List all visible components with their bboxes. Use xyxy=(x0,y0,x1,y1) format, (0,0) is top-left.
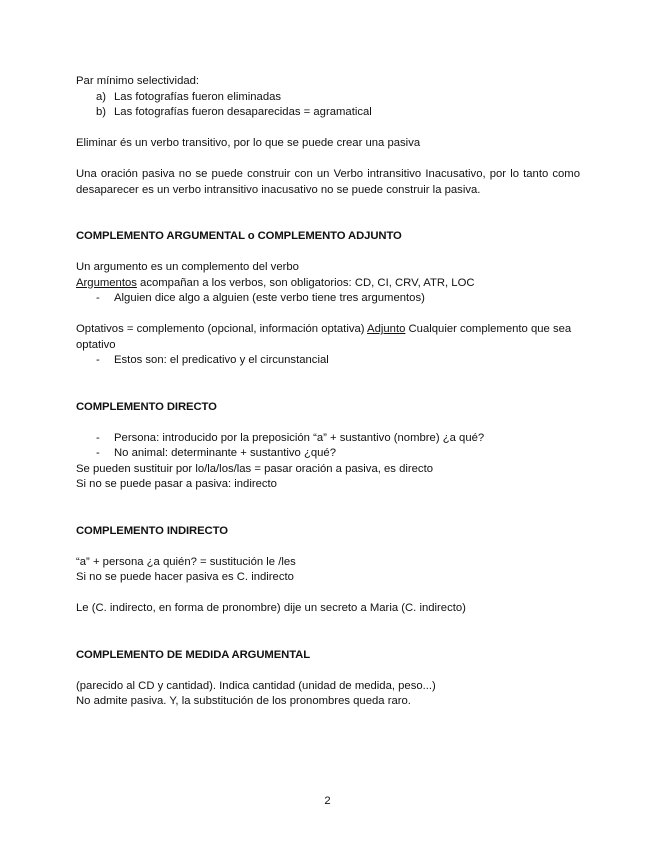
example-list xyxy=(76,90,580,121)
paragraph: Una oración pasiva no se puede construir con un Verbo intransitivo Inacusativo, por lo tanto como desaparecer es un verbo intransitivo inacusativo no se puede construir la pasiva. xyxy=(76,168,580,196)
list-item: - Estos son: el predicativo y el circunstancial xyxy=(96,354,329,366)
underlined-term: Argumentos xyxy=(76,276,137,289)
paragraph: Argumentos acompañan a los verbos, son obligatorios: CD, CI, CRV, ATR, LOC xyxy=(76,276,475,289)
section-heading: COMPLEMENTO ARGUMENTAL o COMPLEMENTO ADJUNTO xyxy=(76,230,402,242)
list-item: - No animal: determinante + sustantivo ¿qué? xyxy=(96,447,336,459)
paragraph: Se pueden sustituir por lo/la/los/las = pasar oración a pasiva, es directo xyxy=(76,462,433,475)
dash-list xyxy=(76,291,580,307)
paragraph: “a” + persona ¿a quién? = sustitución le /les xyxy=(76,555,296,568)
intro-line: Par mínimo selectividad: xyxy=(76,75,200,87)
section-heading: COMPLEMENTO INDIRECTO xyxy=(76,524,228,537)
section-heading: COMPLEMENTO DIRECTO xyxy=(76,400,217,413)
dash-list xyxy=(76,431,580,462)
list-item: b) Las fotografías fueron desaparecidas = agramatical xyxy=(76,105,580,121)
document-page xyxy=(76,74,580,710)
paragraph: (parecido al CD y cantidad). Indica cantidad (unidad de medida, peso...) xyxy=(76,679,436,692)
list-marker: a) xyxy=(96,90,107,103)
list-item: a) Las fotografías fueron eliminadas xyxy=(76,90,580,106)
paragraph: Un argumento es un complemento del verbo xyxy=(76,261,299,273)
dash-list xyxy=(76,353,580,369)
paragraph: Eliminar és un verbo transitivo, por lo que se puede crear una pasiva xyxy=(76,137,421,149)
underlined-term: Adjunto xyxy=(367,323,406,335)
section-heading: COMPLEMENTO DE MEDIDA ARGUMENTAL xyxy=(76,648,311,661)
paragraph: Si no se puede hacer pasiva es C. indirecto xyxy=(76,571,294,583)
page-number: 2 xyxy=(324,795,331,807)
paragraph: Le (C. indirecto, en forma de pronombre) dije un secreto a Maria (C. indirecto) xyxy=(76,602,466,614)
list-item: - Alguien dice algo a alguien (este verbo tiene tres argumentos) xyxy=(96,292,425,304)
paragraph: No admite pasiva. Y, la substitución de los pronombres queda raro. xyxy=(76,695,411,707)
list-marker: b) xyxy=(96,106,107,118)
paragraph: Optativos = complemento (opcional, información optativa) Adjunto Cualquier complemento que sea optativo xyxy=(76,323,572,351)
paragraph: Si no se puede pasar a pasiva: indirecto xyxy=(76,478,277,490)
list-item: - Persona: introducido por la preposición “a” + sustantivo (nombre) ¿a qué? xyxy=(96,431,485,444)
